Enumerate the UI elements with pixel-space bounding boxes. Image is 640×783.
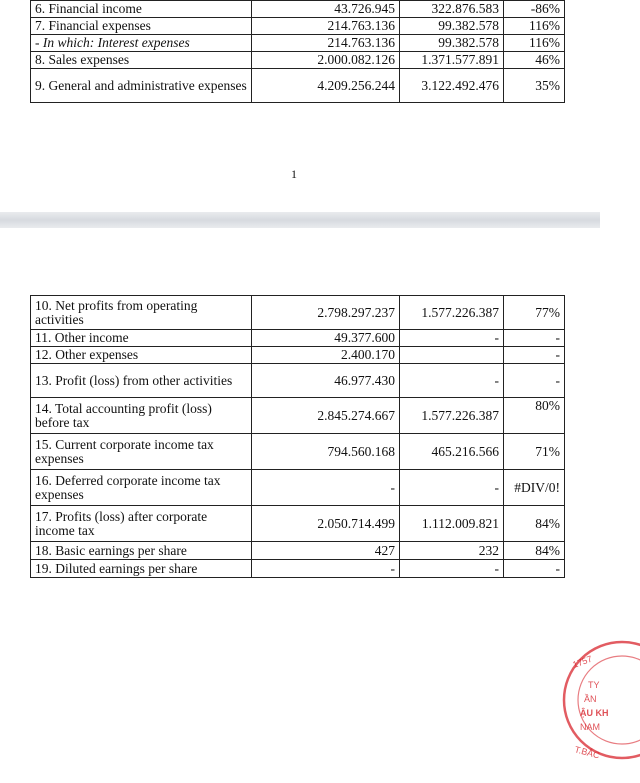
income-statement-table-top bbox=[30, 0, 565, 103]
row-label: 18. Basic earnings per share bbox=[31, 542, 252, 560]
previous-value: 232 bbox=[400, 542, 504, 560]
change-percent: 84% bbox=[504, 506, 565, 542]
row-label: 8. Sales expenses bbox=[31, 52, 252, 69]
change-percent: 35% bbox=[504, 69, 565, 103]
previous-value: 322.876.583 bbox=[400, 1, 504, 18]
table-row bbox=[31, 1, 565, 18]
change-percent: - bbox=[504, 560, 565, 578]
document-page-top bbox=[0, 0, 600, 212]
current-value: 2.400.170 bbox=[252, 347, 400, 364]
current-value: 4.209.256.244 bbox=[252, 69, 400, 103]
current-value: 2.050.714.499 bbox=[252, 506, 400, 542]
current-value: 43.726.945 bbox=[252, 1, 400, 18]
previous-value: 465.216.566 bbox=[400, 434, 504, 470]
row-label: 15. Current corporate income tax expenses bbox=[31, 434, 252, 470]
current-value: 2.000.082.126 bbox=[252, 52, 400, 69]
change-percent: #DIV/0! bbox=[504, 470, 565, 506]
previous-value: 1.371.577.891 bbox=[400, 52, 504, 69]
previous-value: - bbox=[400, 330, 504, 347]
previous-value bbox=[400, 347, 504, 364]
table-row bbox=[31, 330, 565, 347]
change-percent: 84% bbox=[504, 542, 565, 560]
row-label: 12. Other expenses bbox=[31, 347, 252, 364]
change-percent: - bbox=[504, 330, 565, 347]
svg-text:ẬU KH: ẬU KH bbox=[580, 708, 609, 718]
row-label: 6. Financial income bbox=[31, 1, 252, 18]
previous-value: - bbox=[400, 364, 504, 398]
table-row bbox=[31, 18, 565, 35]
previous-value: 99.382.578 bbox=[400, 18, 504, 35]
row-label: 11. Other income bbox=[31, 330, 252, 347]
previous-value: 1.577.226.387 bbox=[400, 398, 504, 434]
row-label: 17. Profits (loss) after corporate income tax bbox=[31, 506, 252, 542]
svg-text:ẦN: ẦN bbox=[584, 694, 597, 704]
previous-value: 3.122.492.476 bbox=[400, 69, 504, 103]
change-percent: -86% bbox=[504, 1, 565, 18]
current-value: 2.798.297.237 bbox=[252, 296, 400, 330]
table-row bbox=[31, 560, 565, 578]
page-number: 1 bbox=[291, 167, 297, 181]
table-row bbox=[31, 434, 565, 470]
svg-text:T.BẮC: T.BẮC bbox=[573, 744, 601, 761]
change-percent: 77% bbox=[504, 296, 565, 330]
row-label: 13. Profit (loss) from other activities bbox=[31, 364, 252, 398]
current-value: - bbox=[252, 560, 400, 578]
svg-text:1757: 1757 bbox=[571, 653, 594, 670]
income-statement-table-bottom bbox=[30, 295, 565, 578]
table-row bbox=[31, 52, 565, 69]
row-label: 19. Diluted earnings per share bbox=[31, 560, 252, 578]
change-percent: 116% bbox=[504, 35, 565, 52]
company-seal-stamp bbox=[560, 638, 640, 778]
table-row bbox=[31, 69, 565, 103]
table-row bbox=[31, 364, 565, 398]
change-percent: 116% bbox=[504, 18, 565, 35]
current-value: - bbox=[252, 470, 400, 506]
previous-value: - bbox=[400, 560, 504, 578]
current-value: 46.977.430 bbox=[252, 364, 400, 398]
previous-value: - bbox=[400, 470, 504, 506]
current-value: 214.763.136 bbox=[252, 35, 400, 52]
current-value: 427 bbox=[252, 542, 400, 560]
table-row bbox=[31, 347, 565, 364]
row-label: 7. Financial expenses bbox=[31, 18, 252, 35]
current-value: 794.560.168 bbox=[252, 434, 400, 470]
svg-text:TY: TY bbox=[588, 680, 600, 690]
change-percent: - bbox=[504, 347, 565, 364]
current-value: 2.845.274.667 bbox=[252, 398, 400, 434]
change-percent: - bbox=[504, 364, 565, 398]
change-percent: 80% bbox=[504, 398, 565, 434]
table-row bbox=[31, 35, 565, 52]
change-percent: 46% bbox=[504, 52, 565, 69]
row-label: 14. Total accounting profit (loss) before tax bbox=[31, 398, 252, 434]
table-row bbox=[31, 470, 565, 506]
current-value: 214.763.136 bbox=[252, 18, 400, 35]
table-row bbox=[31, 398, 565, 434]
table-row bbox=[31, 506, 565, 542]
current-value: 49.377.600 bbox=[252, 330, 400, 347]
row-label: 10. Net profits from operating activities bbox=[31, 296, 252, 330]
previous-value: 1.577.226.387 bbox=[400, 296, 504, 330]
table-row bbox=[31, 542, 565, 560]
change-percent: 71% bbox=[504, 434, 565, 470]
previous-value: 1.112.009.821 bbox=[400, 506, 504, 542]
previous-value: 99.382.578 bbox=[400, 35, 504, 52]
page-separator bbox=[0, 212, 600, 228]
row-label: 16. Deferred corporate income tax expenses bbox=[31, 470, 252, 506]
row-label: 9. General and administrative expenses bbox=[31, 69, 252, 103]
svg-text:NAM: NAM bbox=[580, 722, 600, 732]
document-page-bottom bbox=[0, 228, 609, 761]
table-row bbox=[31, 296, 565, 330]
row-label: - In which: Interest expenses bbox=[31, 35, 252, 52]
